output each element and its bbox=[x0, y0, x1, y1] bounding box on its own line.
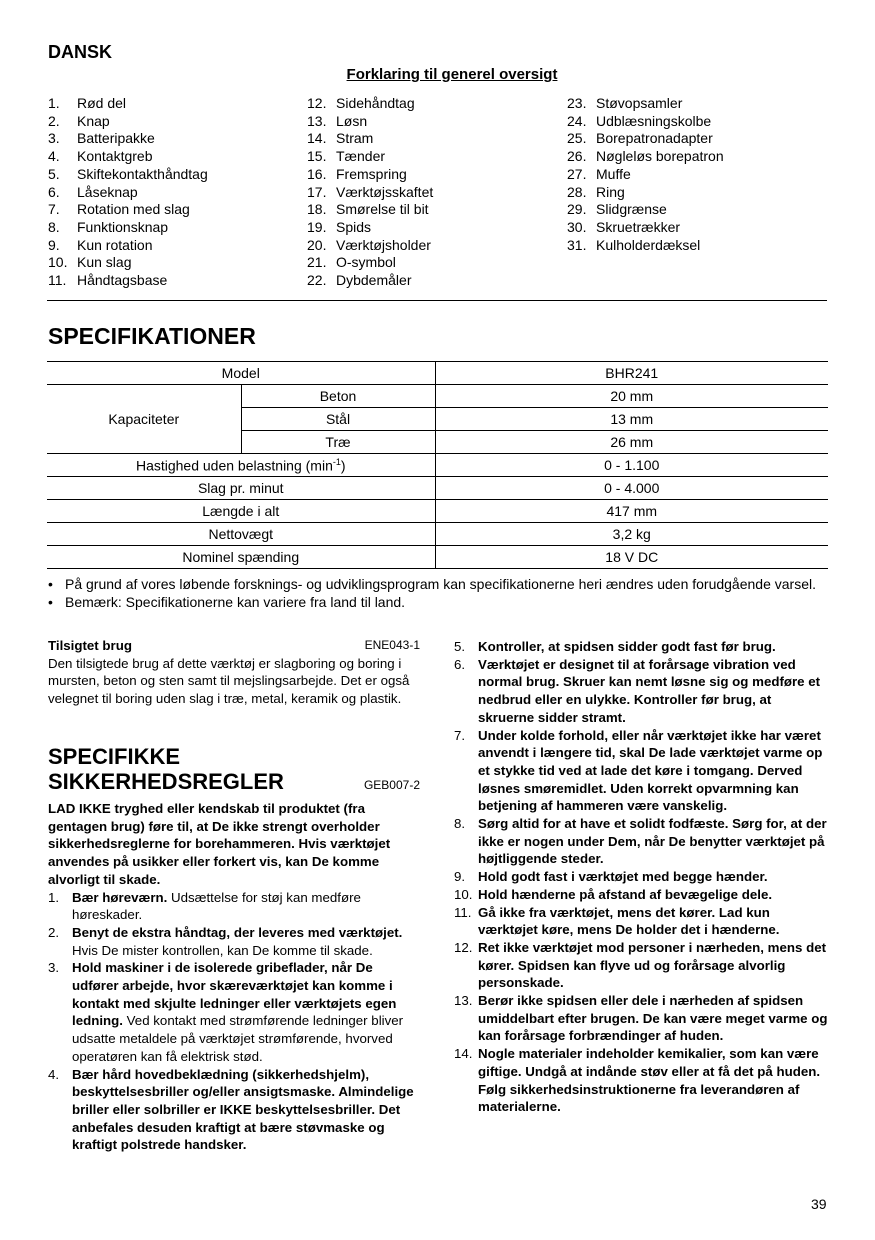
note-item bbox=[48, 593, 828, 611]
part-item bbox=[48, 219, 208, 237]
spec-label: Model bbox=[47, 362, 435, 385]
part-number: 3. bbox=[48, 130, 60, 147]
safety-item bbox=[454, 815, 828, 868]
spec-label: Slag pr. minut bbox=[47, 477, 435, 500]
safety-list-left bbox=[48, 889, 420, 1155]
part-item bbox=[307, 237, 433, 255]
language-heading: DANSK bbox=[48, 42, 113, 62]
part-item bbox=[567, 201, 724, 219]
safety-item-text: Hvis De mister kontrollen, kan De komme til skade. bbox=[72, 942, 373, 958]
safety-item-bold: Bær hård hovedbeklædning (sikkerhedshjelm), beskyttelsesbriller og/eller ansigtsmaske. Almindelige briller eller solbriller er IKKE beskyttelsesbriller. Det anbefales desuden kraftigt at bære støvmaske og kraftigt polstrede handsker. bbox=[72, 1066, 414, 1153]
part-number: 15. bbox=[307, 148, 327, 165]
intended-use-section bbox=[48, 637, 420, 708]
part-label: Støvopsamler bbox=[596, 95, 683, 111]
safety-item-bold: Hold maskiner i de isolerede gribeflader, når De udfører arbejde, hvor skæreværktøjet kan komme i kontakt med skjulte ledninger eller værktøjets egen ledning. bbox=[72, 960, 397, 1029]
safety-item bbox=[48, 1066, 420, 1155]
safety-item-body bbox=[478, 868, 768, 886]
part-label: Funktionsknap bbox=[77, 218, 169, 235]
part-label: Tænder bbox=[336, 148, 386, 165]
part-item bbox=[307, 148, 433, 166]
safety-item-number: 4. bbox=[48, 1066, 60, 1082]
part-label: Kulholderdæksel bbox=[596, 236, 701, 253]
safety-item-number: 8. bbox=[454, 816, 466, 832]
part-number: 29. bbox=[567, 201, 587, 218]
part-label: Stram bbox=[336, 130, 374, 147]
safety-item bbox=[454, 992, 828, 1045]
part-item bbox=[48, 130, 208, 148]
spec-notes bbox=[48, 575, 828, 611]
spec-value: 18 V DC bbox=[435, 546, 828, 569]
part-label: Håndtagsbase bbox=[77, 272, 168, 289]
part-number: 13. bbox=[307, 112, 327, 129]
part-number: 18. bbox=[307, 201, 327, 218]
part-label: Udblæsningskolbe bbox=[596, 112, 712, 129]
safety-item-text: Udsættelse for støj kan medføre høreskader. bbox=[72, 889, 361, 923]
safety-item bbox=[454, 868, 828, 886]
part-item bbox=[48, 237, 208, 255]
part-number: 24. bbox=[567, 112, 587, 129]
safety-item-body bbox=[478, 904, 828, 939]
part-item bbox=[307, 272, 433, 290]
part-number: 8. bbox=[48, 218, 60, 235]
part-item bbox=[567, 219, 724, 237]
part-number: 22. bbox=[307, 272, 327, 289]
spec-row bbox=[47, 500, 828, 523]
divider bbox=[47, 300, 827, 301]
safety-code: GEB007-2 bbox=[363, 778, 420, 792]
parts-list-col-1 bbox=[48, 95, 208, 290]
spec-value: 0 - 4.000 bbox=[435, 477, 828, 500]
safety-item-bold: Under kolde forhold, eller når værktøjet ikke har været anvendt i længere tid, skal De lade værktøjet varme op et stykke tid ved at lade det køre i tomgang. Derved løsnes smøremidlet. Uden korrekt opvarmning kan betjening af hammeren være vanskelig. bbox=[478, 727, 823, 814]
safety-item-bold: Gå ikke fra værktøjet, mens det kører. Lad kun værktøjet køre, mens De holder det i hænderne. bbox=[478, 904, 780, 938]
safety-item-body bbox=[72, 1066, 420, 1155]
part-number: 5. bbox=[48, 165, 60, 182]
part-item bbox=[48, 148, 208, 166]
safety-item-body bbox=[478, 638, 776, 656]
part-item bbox=[48, 95, 208, 113]
safety-left-column bbox=[48, 800, 420, 1154]
part-label: Rotation med slag bbox=[77, 201, 190, 218]
safety-item-body bbox=[478, 939, 828, 992]
parts-list-col-3 bbox=[567, 95, 724, 254]
part-label: Knap bbox=[77, 112, 110, 129]
safety-item-number: 1. bbox=[48, 889, 60, 905]
safety-item-number: 13. bbox=[454, 993, 473, 1009]
safety-item-bold: Bær høreværn. bbox=[72, 889, 168, 905]
safety-title-row bbox=[48, 769, 420, 795]
safety-item-body bbox=[478, 656, 828, 727]
spec-value: 0 - 1.100 bbox=[435, 454, 828, 477]
safety-item-number: 2. bbox=[48, 924, 60, 940]
part-number: 9. bbox=[48, 236, 60, 253]
safety-item bbox=[454, 727, 828, 816]
part-item bbox=[567, 237, 724, 255]
part-item bbox=[567, 113, 724, 131]
safety-item-text: Ved kontakt med strømførende ledninger bliver udsatte metaldele på værktøjet strømførende, hvorved operatøren kan få elektrisk stød. bbox=[72, 1013, 404, 1064]
spec-value: 20 mm bbox=[435, 385, 828, 408]
part-item bbox=[307, 113, 433, 131]
bullet: • bbox=[48, 594, 53, 610]
part-label: Muffe bbox=[596, 165, 631, 182]
spec-row bbox=[47, 546, 828, 569]
part-number: 23. bbox=[567, 95, 587, 111]
part-item bbox=[307, 184, 433, 202]
part-label: Borepatronadapter bbox=[596, 130, 713, 147]
part-item bbox=[567, 95, 724, 113]
safety-item bbox=[454, 1045, 828, 1116]
part-label: Løsn bbox=[336, 112, 368, 129]
spec-label: Længde i alt bbox=[47, 500, 435, 523]
note-text: Bemærk: Specifikationerne kan variere fra land til land. bbox=[65, 594, 406, 610]
part-item bbox=[567, 148, 724, 166]
safety-item bbox=[48, 889, 420, 924]
part-label: Nøgleløs borepatron bbox=[596, 148, 724, 165]
safety-item-bold: Nogle materialer indeholder kemikalier, som kan være giftige. Undgå at indånde støv eller at få det på huden. Følg sikkerhedsinstruktionerne fra leverandøren af materialerne. bbox=[478, 1046, 821, 1115]
part-label: Kontaktgreb bbox=[77, 148, 153, 165]
part-label: Værktøjsholder bbox=[336, 236, 431, 253]
part-item bbox=[567, 130, 724, 148]
safety-item-bold: Benyt de ekstra håndtag, der leveres med værktøjet. bbox=[72, 924, 403, 940]
part-number: 1. bbox=[48, 95, 60, 111]
part-label: Spids bbox=[336, 218, 372, 235]
safety-item-number: 12. bbox=[454, 939, 473, 955]
part-item bbox=[48, 166, 208, 184]
spec-row-capacity bbox=[47, 385, 828, 408]
part-item bbox=[48, 272, 208, 290]
part-number: 14. bbox=[307, 130, 327, 147]
note-item bbox=[48, 575, 828, 593]
safety-item bbox=[454, 638, 828, 656]
part-label: Sidehåndtag bbox=[336, 95, 415, 111]
safety-item-body bbox=[478, 992, 828, 1045]
part-number: 20. bbox=[307, 236, 327, 253]
safety-item-bold: Ret ikke værktøjet mod personer i nærheden, mens det kører. Spidsen kan flyve ud og forårsage alvorlig personskade. bbox=[478, 939, 827, 991]
parts-list-col-2 bbox=[307, 95, 433, 290]
part-label: Fremspring bbox=[336, 165, 407, 182]
spec-sublabel: Træ bbox=[241, 431, 435, 454]
safety-list-right bbox=[454, 638, 828, 1116]
part-number: 31. bbox=[567, 236, 587, 253]
spec-sublabel: Stål bbox=[241, 408, 435, 431]
part-label: Værktøjsskaftet bbox=[336, 183, 434, 200]
part-number: 10. bbox=[48, 254, 68, 271]
page-number: 39 bbox=[811, 1196, 827, 1212]
part-item bbox=[567, 166, 724, 184]
safety-item-bold: Hold godt fast i værktøjet med begge hænder. bbox=[478, 869, 768, 885]
part-label: Kun rotation bbox=[77, 236, 153, 253]
spec-label bbox=[47, 454, 435, 477]
spec-label: Nominel spænding bbox=[47, 546, 435, 569]
part-item bbox=[48, 184, 208, 202]
safety-item-number: 10. bbox=[454, 886, 473, 902]
part-number: 30. bbox=[567, 218, 587, 235]
safety-item-body bbox=[478, 1045, 828, 1116]
safety-item-number: 11. bbox=[454, 904, 472, 920]
intended-use-text: Den tilsigtede brug af dette værktøj er slagboring og boring i mursten, beton og sten samt til mejslingsarbejde. Det er også velegnet til boring uden slag i træ, metal, keramik og plastik. bbox=[48, 655, 410, 707]
part-item bbox=[48, 254, 208, 272]
part-number: 7. bbox=[48, 201, 60, 218]
safety-item-body bbox=[72, 959, 420, 1065]
part-label: O-symbol bbox=[336, 254, 396, 271]
safety-item-bold: Sørg altid for at have et solidt fodfæste. Sørg for, at der ikke er nogen under Dem, når De benytter værktøjet på højtliggende steder. bbox=[478, 816, 827, 867]
spec-row bbox=[47, 477, 828, 500]
safety-item-body bbox=[478, 815, 828, 868]
part-item bbox=[307, 219, 433, 237]
part-label: Kun slag bbox=[77, 254, 132, 271]
safety-item-body bbox=[478, 727, 828, 816]
spec-row-model bbox=[47, 362, 828, 385]
safety-title-line2: SIKKERHEDSREGLER bbox=[48, 769, 284, 794]
safety-item bbox=[454, 939, 828, 992]
intended-use-code: ENE043-1 bbox=[364, 638, 420, 652]
part-item bbox=[48, 201, 208, 219]
spec-value: 13 mm bbox=[435, 408, 828, 431]
part-number: 28. bbox=[567, 183, 587, 200]
safety-heading bbox=[48, 744, 420, 795]
part-number: 17. bbox=[307, 183, 327, 200]
part-label: Skruetrækker bbox=[596, 218, 681, 235]
speed-label-sup: -1 bbox=[332, 456, 341, 467]
part-item bbox=[567, 184, 724, 202]
safety-item bbox=[48, 959, 420, 1065]
overview-title: Forklaring til generel oversigt bbox=[346, 66, 558, 83]
part-label: Dybdemåler bbox=[336, 272, 412, 289]
part-number: 26. bbox=[567, 148, 587, 165]
safety-item-bold: Kontroller, at spidsen sidder godt fast før brug. bbox=[478, 639, 776, 654]
safety-item-bold: Berør ikke spidsen eller dele i nærheden af spidsen umiddelbart efter brugen. De kan være meget varme og kan forårsage forbrændinger af huden. bbox=[478, 993, 828, 1044]
safety-item-body bbox=[478, 886, 772, 904]
spec-value: 3,2 kg bbox=[435, 523, 828, 546]
part-number: 19. bbox=[307, 218, 327, 235]
part-number: 12. bbox=[307, 95, 327, 111]
specifications-title: SPECIFIKATIONER bbox=[48, 323, 256, 349]
part-number: 2. bbox=[48, 112, 60, 129]
part-item bbox=[307, 201, 433, 219]
bullet: • bbox=[48, 576, 53, 592]
part-number: 16. bbox=[307, 165, 327, 182]
part-number: 25. bbox=[567, 130, 587, 147]
part-item bbox=[307, 166, 433, 184]
specifications-table bbox=[47, 361, 828, 569]
part-item bbox=[307, 254, 433, 272]
speed-label-text: Hastighed uden belastning (min bbox=[135, 457, 333, 474]
spec-row-speed bbox=[47, 454, 828, 477]
part-number: 27. bbox=[567, 165, 587, 182]
spec-label: Kapaciteter bbox=[47, 385, 241, 454]
safety-item bbox=[454, 904, 828, 939]
part-number: 11. bbox=[48, 272, 67, 289]
part-label: Rød del bbox=[77, 95, 127, 111]
part-item bbox=[307, 130, 433, 148]
safety-item-body bbox=[72, 889, 420, 924]
safety-item-number: 14. bbox=[454, 1046, 473, 1062]
safety-item-number: 5. bbox=[454, 639, 466, 654]
safety-item bbox=[454, 886, 828, 904]
safety-item-bold: Hold hænderne på afstand af bevægelige dele. bbox=[478, 886, 773, 902]
safety-item-number: 3. bbox=[48, 960, 60, 976]
safety-item-bold: Værktøjet er designet til at forårsage vibration ved normal brug. Skruer kan nemt løsne sig og medføre et nedbrud eller en ulykke. Kontroller før brug, at skruerne sidder stramt. bbox=[478, 656, 821, 725]
part-number: 21. bbox=[307, 254, 327, 271]
part-item bbox=[48, 113, 208, 131]
safety-item bbox=[454, 656, 828, 727]
part-label: Skiftekontakthåndtag bbox=[77, 165, 208, 182]
part-label: Slidgrænse bbox=[596, 201, 667, 218]
spec-row bbox=[47, 523, 828, 546]
spec-value: 26 mm bbox=[435, 431, 828, 454]
spec-label: Nettovægt bbox=[47, 523, 435, 546]
safety-title-line1: SPECIFIKKE bbox=[48, 744, 181, 769]
safety-item-number: 7. bbox=[454, 727, 466, 743]
safety-item-body bbox=[72, 924, 420, 959]
spec-value: 417 mm bbox=[435, 500, 828, 523]
intended-use-title: Tilsigtet brug bbox=[48, 638, 132, 653]
intended-use-header bbox=[48, 637, 420, 655]
safety-item bbox=[48, 924, 420, 959]
note-text: På grund af vores løbende forsknings- og udviklingsprogram kan specifikationerne heri ændres uden forudgående varsel. bbox=[65, 576, 816, 592]
part-label: Smørelse til bit bbox=[336, 201, 429, 218]
part-label: Ring bbox=[596, 183, 625, 200]
safety-intro: LAD IKKE tryghed eller kendskab til produktet (fra gentagen brug) føre til, at De ikke strengt overholder sikkerhedsreglerne for borehammeren. Hvis værktøjet anvendes på usikker eller forkert vis, kan De komme alvorligt til skade. bbox=[48, 801, 391, 887]
speed-label-close: ) bbox=[340, 457, 346, 474]
part-number: 6. bbox=[48, 183, 60, 200]
part-label: Batteripakke bbox=[77, 130, 155, 147]
safety-item-number: 9. bbox=[454, 869, 466, 885]
part-item bbox=[307, 95, 433, 113]
spec-value: BHR241 bbox=[435, 362, 828, 385]
part-number: 4. bbox=[48, 148, 60, 165]
safety-item-number: 6. bbox=[454, 656, 466, 672]
spec-sublabel: Beton bbox=[241, 385, 435, 408]
part-label: Låseknap bbox=[77, 183, 138, 200]
